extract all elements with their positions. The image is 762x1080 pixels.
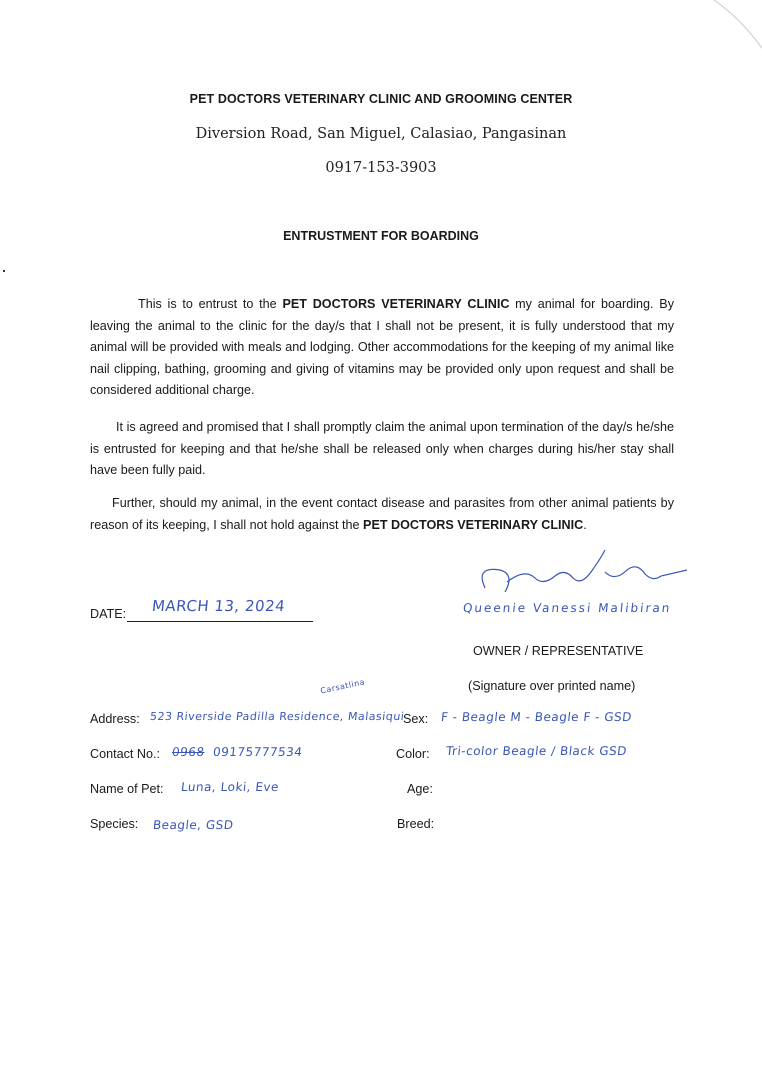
pet-name-label: Name of Pet:: [90, 782, 164, 796]
document-title: ENTRUSTMENT FOR BOARDING: [283, 229, 479, 243]
paragraph-entrust: [90, 294, 674, 402]
address-label: Address:: [90, 712, 140, 726]
date-label: DATE:: [90, 607, 127, 621]
signature-note: (Signature over printed name): [468, 679, 636, 693]
contact-struck: 0968: [171, 745, 206, 759]
paragraph-entrust-rest: my animal for boarding. By leaving the animal to the clinic for the day/s that I shall not be present, it is fully understood that my animal will be provided with meals and lodging. Other accommodations for the keeping of my animal like nail clipping, bathing, grooming and giving of vitamins may be provided only upon request and shall be considered additional charge.: [90, 297, 675, 397]
clinic-address: Diversion Road, San Miguel, Calasiao, Pangasinan: [195, 126, 567, 142]
species-label: Species:: [90, 817, 139, 831]
paragraph-liability: [90, 493, 674, 536]
paragraph-liability-end: .: [583, 517, 587, 532]
scan-speck: [3, 270, 5, 272]
page-corner-fold: [700, 0, 762, 60]
paragraph-liability-lead: Further, should my animal, in the event contact disease and parasites from other animal patients by reason of its keeping, I shall not hold against the: [90, 496, 674, 532]
paragraph-entrust-lead: This is to entrust to the: [138, 297, 283, 311]
clinic-name-bold-2: PET DOCTORS VETERINARY CLINIC: [363, 517, 584, 532]
age-label: Age:: [407, 782, 433, 796]
clinic-phone: 0917-153-3903: [325, 160, 437, 176]
paragraph-claim: It is agreed and promised that I shall promptly claim the animal upon termination of the day/s he/she is entrusted for keeping and that he/she shall be released only when charges during his/her stay shall have been fully paid.: [90, 420, 674, 477]
signature-printed-name: Queenie Vanessi Malibiran: [462, 601, 673, 615]
address-insert: Carsatlina: [319, 677, 366, 696]
owner-representative-label: OWNER / REPRESENTATIVE: [473, 644, 644, 658]
sex-label: Sex:: [403, 712, 429, 726]
sex-value: F - Beagle M - Beagle F - GSD: [440, 710, 633, 724]
color-label: Color:: [396, 747, 430, 761]
date-line: [127, 621, 313, 622]
contact-value: 09175777534: [212, 745, 304, 759]
species-value: Beagle, GSD: [152, 818, 235, 832]
breed-label: Breed:: [397, 817, 435, 831]
pet-name-value: Luna, Loki, Eve: [180, 780, 280, 794]
clinic-name-bold: PET DOCTORS VETERINARY CLINIC: [282, 297, 510, 311]
clinic-name: PET DOCTORS VETERINARY CLINIC AND GROOMING CENTER: [189, 92, 573, 106]
address-value: 523 Riverside Padilla Residence, Malasiqui: [149, 710, 406, 723]
color-value: Tri-color Beagle / Black GSD: [445, 744, 628, 758]
date-value: MARCH 13, 2024: [151, 597, 287, 615]
contact-label: Contact No.:: [90, 747, 160, 761]
